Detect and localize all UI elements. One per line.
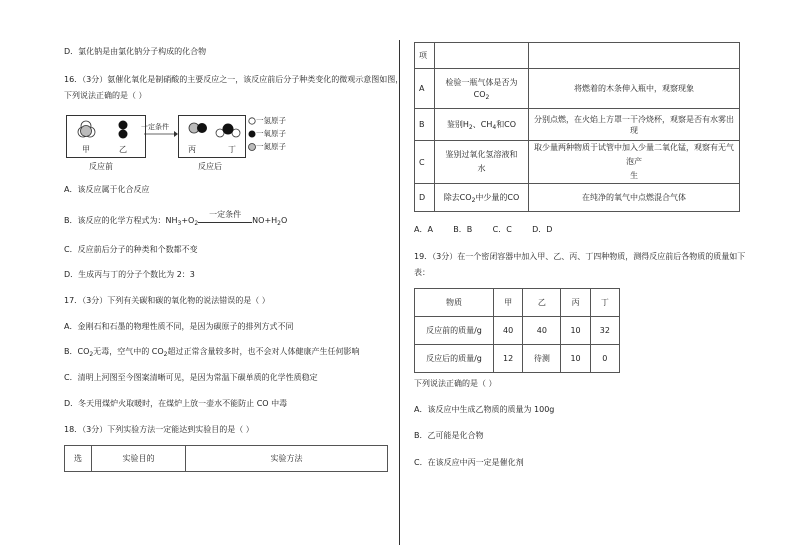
legend-hydrogen: 一氢原子: [256, 116, 286, 125]
arrow-condition: 一定条件: [141, 123, 169, 131]
q17-option-d: D．冬天用煤炉火取暖时，在煤炉上放一壶水不能防止 CO 中毒: [64, 399, 288, 408]
after-molecules: [178, 115, 244, 145]
q16-option-c: C．反应前后分子的种类和个数都不变: [64, 245, 198, 254]
q16-option-d: D．生成丙与丁的分子个数比为 2：3: [64, 270, 195, 279]
hydrogen-atom-icon: [249, 118, 255, 124]
label-before: 反应前: [89, 162, 113, 171]
q19-table: [414, 288, 620, 373]
q19-option-a: A．该反应中生成乙物质的质量为 100g: [414, 405, 555, 414]
reaction-arrow: [144, 130, 178, 138]
equation-condition: 一定条件: [209, 210, 242, 219]
no-molecule: [189, 123, 207, 133]
table-row: 反应后的质量/g 12 待测 10 0: [415, 345, 620, 373]
legend-nitrogen: 一氮原子: [256, 142, 286, 151]
q17-option-a: A．金刚石和石墨的物理性质不同，是因为碳原子的排列方式不同: [64, 322, 294, 331]
table-row: 反应前的质量/g 40 40 10 32: [415, 317, 620, 345]
oxygen-atom-icon: [249, 131, 256, 138]
q17-option-c: C．清明上河图至今图案清晰可见，是因为常温下碳单质的化学性质稳定: [64, 373, 318, 382]
q18-table: [414, 42, 740, 212]
q16-option-a: A．该反应属于化合反应: [64, 185, 150, 194]
q19-option-b: B．乙可能是化合物: [414, 431, 484, 440]
table-row: C 鉴别过氧化氢溶液和 水 取少量两种物质于试管中加入少量二氧化锰，观察有无气泡产 生: [415, 141, 740, 184]
q16-option-b: B．该反应的化学方程式为：$NH_3+O_2$ 一定条件 $NO+H_2O$: [64, 210, 288, 227]
q16-stem-line2: 下列说法正确的是（ ）: [64, 91, 147, 100]
q18-stem: 18．（3分）下列实验方法一定能达到实验目的是（ ）: [64, 425, 254, 434]
q17-stem: 17．（3分）下列有关碳和碳的氧化物的说法错误的是（ ）: [64, 296, 270, 305]
q18-choices: A．A B．B C．C D．D: [414, 225, 553, 234]
header-method: 实验方法: [186, 446, 388, 472]
header-purpose: 实验目的: [92, 446, 186, 472]
h2o-molecule: [216, 124, 240, 138]
label-bing: 丙: [188, 145, 196, 154]
table-row: A 检验一瓶气体是否为 $CO_2$ 将燃着的木条伸入瓶中，观察现象: [415, 69, 740, 109]
header-option: 选: [65, 446, 92, 472]
o2-molecule: [119, 121, 128, 139]
q18-table-header: [64, 445, 388, 472]
legend-oxygen: 一氧原子: [256, 129, 286, 138]
q19-option-c: C．在该反应中丙一定是催化剂: [414, 458, 524, 467]
q19-question: 下列说法正确的是（ ）: [414, 379, 497, 388]
label-yi: 乙: [119, 145, 127, 154]
column-divider: [399, 40, 400, 545]
q16-stem-line1: 16．（3分）氨催化氧化是制硝酸的主要反应之一，该反应前后分子种类变化的微观示意图如图，: [64, 75, 404, 84]
q17-option-b: B．$CO_2$无毒，空气中的 $CO_2$超过正常含量较多时，也不会对人体健康产生任何影响: [64, 347, 360, 358]
q19-stem-line2: 表：: [414, 268, 430, 277]
nitrogen-atom-icon: [249, 144, 256, 151]
label-after: 反应后: [198, 162, 222, 171]
table-row: 物质 甲 乙 丙 丁: [415, 289, 620, 317]
header-option-cont: 项: [415, 43, 435, 69]
label-ding: 丁: [228, 145, 236, 154]
before-molecules: [66, 115, 146, 145]
q15-option-d: D．氯化钠是由氯化钠分子构成的化合物: [64, 47, 207, 56]
q19-stem-line1: 19．（3分）在一个密闭容器中加入甲、乙、丙、丁四种物质，测得反应前后各物质的质量如下: [414, 252, 746, 261]
table-row: B 鉴别$H_2$、$CH_4$和CO 分别点燃，在火焰上方罩一干冷烧杯，观察是否有水雾出现: [415, 109, 740, 141]
table-row: D 除去$CO_2$中少量的CO 在纯净的氧气中点燃混合气体: [415, 184, 740, 212]
label-jia: 甲: [82, 145, 90, 154]
nh3-molecule: [78, 121, 95, 137]
